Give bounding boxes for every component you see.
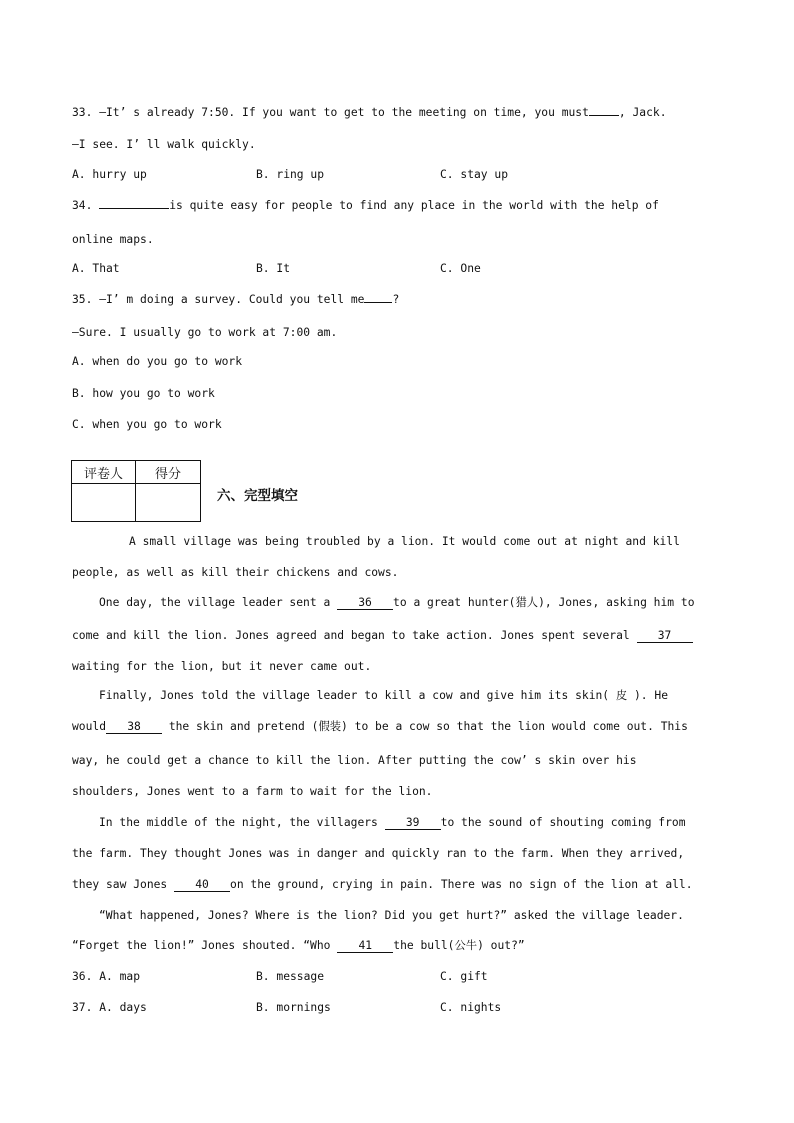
- q37-option-a: 37. A. days: [72, 1001, 147, 1014]
- q33-reply: —I see. I’ ll walk quickly.: [72, 138, 256, 151]
- q35-option-c: C. when you go to work: [72, 418, 222, 431]
- reviewer-header: 评卷人: [72, 461, 136, 484]
- q33-option-c: C. stay up: [440, 168, 509, 181]
- q34-option-a: A. That: [72, 262, 120, 275]
- passage-line: One day, the village leader sent a 36 to a great hunter(猎人), Jones, asking him to: [99, 596, 695, 609]
- q34-option-c: C. One: [440, 262, 481, 275]
- passage-line: waiting for the lion, but it never came out.: [72, 660, 372, 673]
- q37-option-c: C. nights: [440, 1001, 502, 1014]
- score-cell[interactable]: [136, 484, 201, 522]
- blank-37: 37: [637, 630, 693, 643]
- blank-38: 38: [106, 721, 162, 734]
- passage-line: people, as well as kill their chickens and cows.: [72, 566, 399, 579]
- passage-line: way, he could get a chance to kill the lion. After putting the cow’ s skin over his: [72, 754, 637, 767]
- blank-39: 39: [385, 817, 441, 830]
- passage-line: Finally, Jones told the village leader to kill a cow and give him its skin( 皮 ). He: [99, 689, 669, 702]
- passage-line: they saw Jones 40 on the ground, crying in pain. There was no sign of the lion at all.: [72, 878, 693, 891]
- score-table: [71, 460, 201, 522]
- q34-option-b: B. It: [256, 262, 291, 275]
- passage-line: would 38 the skin and pretend (假装) to be a cow so that the lion would come out. This: [72, 720, 688, 733]
- q34-stem-cont: online maps.: [72, 233, 154, 246]
- blank-40: 40: [174, 879, 230, 892]
- passage-line: “What happened, Jones? Where is the lion? Did you get hurt?” asked the village leader.: [99, 909, 684, 922]
- passage-line: “Forget the lion!” Jones shouted. “Who 41 the bull(公牛) out?”: [72, 939, 525, 952]
- q34-stem: 34. is quite easy for people to find any place in the world with the help of: [72, 199, 659, 212]
- q35-reply: —Sure. I usually go to work at 7:00 am.: [72, 326, 338, 339]
- q34-blank: [99, 208, 169, 209]
- reviewer-cell[interactable]: [72, 484, 136, 522]
- q33-blank: [589, 115, 619, 116]
- passage-line: shoulders, Jones went to a farm to wait for the lion.: [72, 785, 433, 798]
- q35-option-a: A. when do you go to work: [72, 355, 243, 368]
- score-header: 得分: [136, 461, 201, 484]
- passage-line: the farm. They thought Jones was in danger and quickly ran to the farm. When they arrived,: [72, 847, 685, 860]
- section-title: 六、完型填空: [217, 488, 298, 504]
- q37-option-b: B. mornings: [256, 1001, 331, 1014]
- passage-line: come and kill the lion. Jones agreed and began to take action. Jones spent several 37: [72, 629, 693, 643]
- blank-36: 36: [337, 597, 393, 610]
- q33-option-a: A. hurry up: [72, 168, 147, 181]
- q33-stem: 33. —It’ s already 7:50. If you want to get to the meeting on time, you must , Jack.: [72, 106, 667, 119]
- q36-option-c: C. gift: [440, 970, 488, 983]
- passage-line: A small village was being troubled by a lion. It would come out at night and kill: [129, 535, 680, 548]
- passage-line: In the middle of the night, the villagers 39 to the sound of shouting coming from: [99, 816, 686, 829]
- q35-option-b: B. how you go to work: [72, 387, 215, 400]
- q35-stem: 35. —I’ m doing a survey. Could you tell me ?: [72, 293, 400, 306]
- q36-option-b: B. message: [256, 970, 325, 983]
- q33-option-b: B. ring up: [256, 168, 325, 181]
- blank-41: 41: [337, 940, 393, 953]
- q36-option-a: 36. A. map: [72, 970, 141, 983]
- q35-blank: [364, 302, 392, 303]
